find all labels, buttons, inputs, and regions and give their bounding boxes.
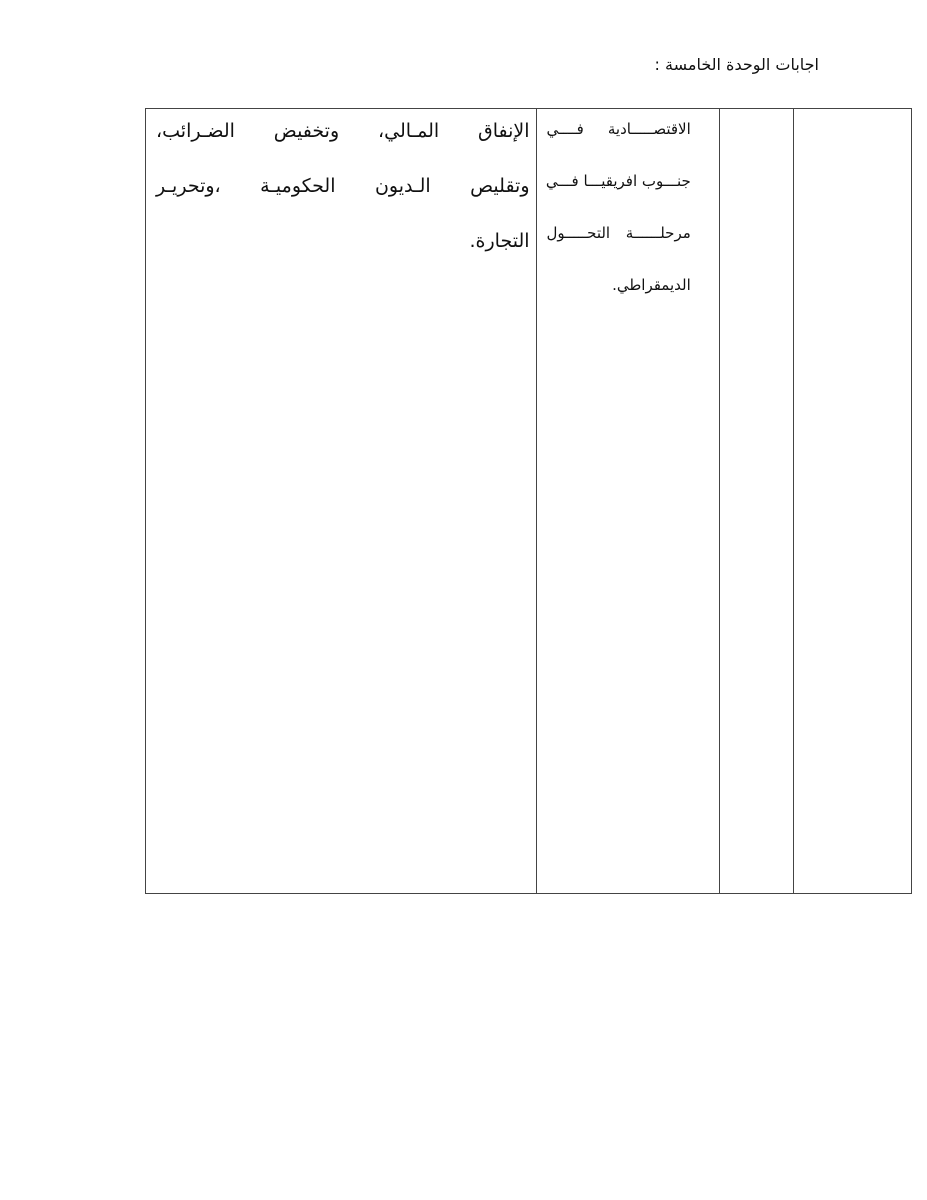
empty-cell-mark xyxy=(719,109,793,894)
answer-line: الإنفاق المـالي، وتخفيض الضـرائب، xyxy=(156,120,530,142)
topic-cell xyxy=(536,109,719,894)
answers-table xyxy=(145,108,912,894)
topic-line: الاقتصـــــادية فــــي xyxy=(546,120,691,138)
empty-cell-number xyxy=(793,109,911,894)
topic-line: جنـــوب افريقيـــا فـــي xyxy=(545,172,691,190)
topic-line: مرحلــــــة التحـــــول xyxy=(546,224,691,242)
answer-line: وتقليص الـديون الحكوميـة ،وتحريـر xyxy=(156,175,530,197)
table-row xyxy=(146,109,912,894)
answer-text xyxy=(146,104,536,269)
answer-line: التجارة. xyxy=(469,230,530,252)
topic-text xyxy=(537,103,719,311)
answer-cell xyxy=(146,109,537,894)
topic-line: الديمقراطي. xyxy=(612,276,691,294)
page-heading: اجابات الوحدة الخامسة : xyxy=(654,55,819,74)
